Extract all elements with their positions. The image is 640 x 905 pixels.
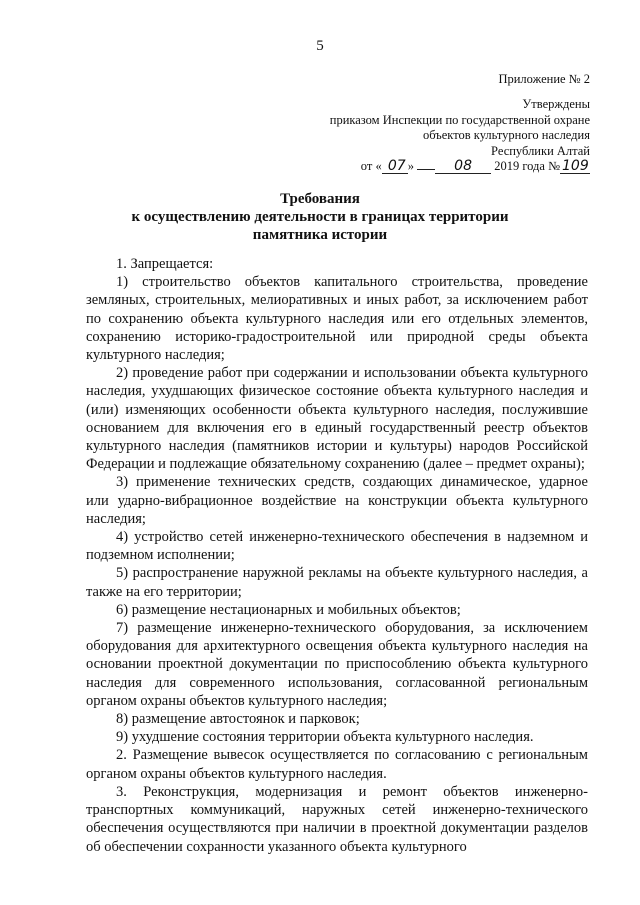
approval-line-4: Республики Алтай: [491, 143, 590, 158]
title-line-2: к осуществлению деятельности в границах территории: [131, 209, 509, 225]
handwritten-number: 109: [562, 158, 589, 174]
date-year-text: 2019 года №: [494, 159, 560, 173]
paragraph-item-7: 7) размещение инженерно-технического оборудования, за исключением оборудования для архитектурного освещения объекта культурного наследия на основании проектной документации по приспособлению объекта культурного наследия для современного использования, согласованной региональным органом охраны объектов культурного наследия;: [86, 620, 588, 709]
paragraph-section-3: 3. Реконструкция, модернизация и ремонт объектов инженерно-транспортных коммуникаций, наружных сетей инженерно-технического обеспечения осуществляются при наличии в проектной документации разделов об обеспечении сохранности указанного объекта культурного: [86, 783, 588, 855]
paragraph-item-4: 4) устройство сетей инженерно-технического обеспечения в надземном и подземном исполнении;: [86, 529, 588, 564]
paragraph-item-9: 9) ухудшение состояния территории объекта культурного наследия.: [116, 729, 534, 746]
paragraph-item-1: 1) строительство объектов капитального строительства, проведение земляных, строительных, мелиоративных и иных работ, за исключением работ по сохранению объекта культурного наследия или его отдельных элементов, сохранению историко-градостроительной или природной среды объекта культурного наследия;: [86, 274, 588, 364]
page-number: 5: [316, 38, 324, 54]
paragraph-item-3: 3) применение технических средств, создающих динамическое, ударное или ударно-вибрационное воздействие на конструкции объекта культурного наследия;: [86, 474, 588, 527]
approval-line-1: Утверждены: [522, 97, 590, 111]
paragraph-item-6: 6) размещение нестационарных и мобильных объектов;: [116, 601, 461, 618]
paragraph-prohibited: 1. Запрещается:: [116, 256, 214, 272]
title-line-3: памятника истории: [252, 227, 388, 243]
approval-block: [290, 97, 590, 175]
document-title: [0, 190, 640, 244]
approval-line-2: приказом Инспекции по государственной охране: [329, 112, 590, 127]
handwritten-day: 07: [382, 160, 408, 174]
date-mid: »: [407, 159, 414, 173]
handwritten-month: 08: [435, 160, 491, 174]
paragraph-item-2: 2) проведение работ при содержании и использовании объекта культурного наследия, ухудшающих физическое состояние объекта культурного наследия и (или) изменяющих особенности объекта культурного наследия, послужившие основанием для включения его в единый государственный реестр объектов культурного наследия (памятников истории и культуры) народов Российской Федерации и подлежащие обязательному сохранению (далее – предмет охраны);: [86, 365, 588, 473]
document-body: [86, 255, 588, 856]
paragraph-item-5: 5) распространение наружной рекламы на объекте культурного наследия, а также на его территории;: [86, 565, 588, 600]
approval-date-line: [290, 159, 590, 175]
paragraph-item-8: 8) размещение автостоянок и парковок;: [116, 711, 360, 728]
approval-line-3: объектов культурного наследия: [423, 128, 590, 142]
paragraph-section-2: 2. Размещение вывесок осуществляется по согласованию с региональным органом охраны объектов культурного наследия.: [86, 747, 588, 782]
date-prefix: от «: [360, 159, 382, 173]
appendix-label: Приложение № 2: [498, 72, 590, 86]
title-line-1: Требования: [280, 191, 360, 207]
date-blank: [417, 169, 435, 170]
